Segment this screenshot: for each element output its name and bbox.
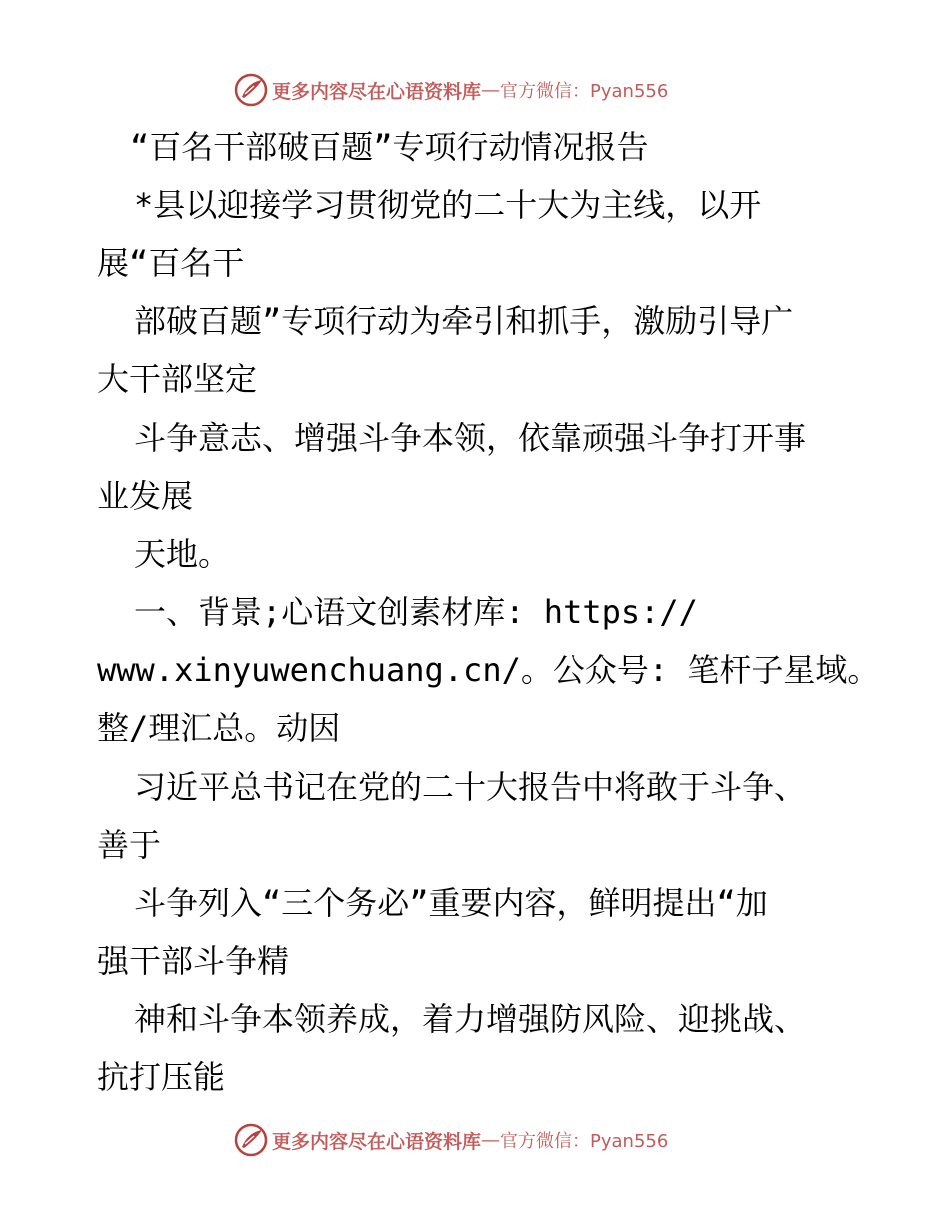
watermark-wechat-text: 官方微信：Pyan556 [500, 81, 669, 102]
document-title: “百名干部破百题”专项行动情况报告 [130, 128, 649, 166]
paragraph-line: 抗打压能 [97, 1058, 226, 1096]
watermark-main-text: 更多内容尽在心语资料库 [272, 80, 482, 103]
footer-watermark [234, 1123, 668, 1157]
watermark-wechat-text: 官方微信：Pyan556 [500, 1131, 669, 1152]
paragraph-line: *县以迎接学习贯彻党的二十大为主线，以开 [134, 186, 762, 224]
watermark-separator: — [481, 79, 501, 101]
paragraph-line: 强干部斗争精 [97, 942, 290, 980]
watermark-main-text: 更多内容尽在心语资料库 [272, 1130, 482, 1153]
paragraph-line: 整/理汇总。动因 [97, 709, 341, 747]
paragraph-line: 斗争列入“三个务必”重要内容，鲜明提出“加 [134, 884, 768, 922]
paragraph-line: 展“百名干 [97, 244, 245, 282]
paragraph-line: 善于 [97, 826, 162, 864]
paragraph-line: 天地。 [134, 535, 231, 573]
pen-logo-icon [234, 73, 268, 107]
paragraph-line: 神和斗争本领养成，着力增强防风险、迎挑战、 [134, 1000, 807, 1038]
pen-logo-icon [234, 1123, 268, 1157]
paragraph-line: 大干部坚定 [97, 360, 258, 398]
paragraph-line: 斗争意志、增强斗争本领，依靠顽强斗争打开事 [134, 419, 807, 457]
paragraph-line: 习近平总书记在党的二十大报告中将敢于斗争、 [134, 768, 807, 806]
paragraph-line: 部破百题”专项行动为牵引和抓手，激励引导广 [134, 302, 794, 340]
paragraph-line: www.xinyuwenchuang.cn/。公众号: 笔杆子星域。 [97, 651, 880, 689]
header-watermark [234, 73, 668, 107]
section-heading: 一、背景;心语文创素材库: https:// [134, 593, 698, 631]
watermark-separator: — [481, 1129, 501, 1151]
paragraph-line: 业发展 [97, 477, 194, 515]
